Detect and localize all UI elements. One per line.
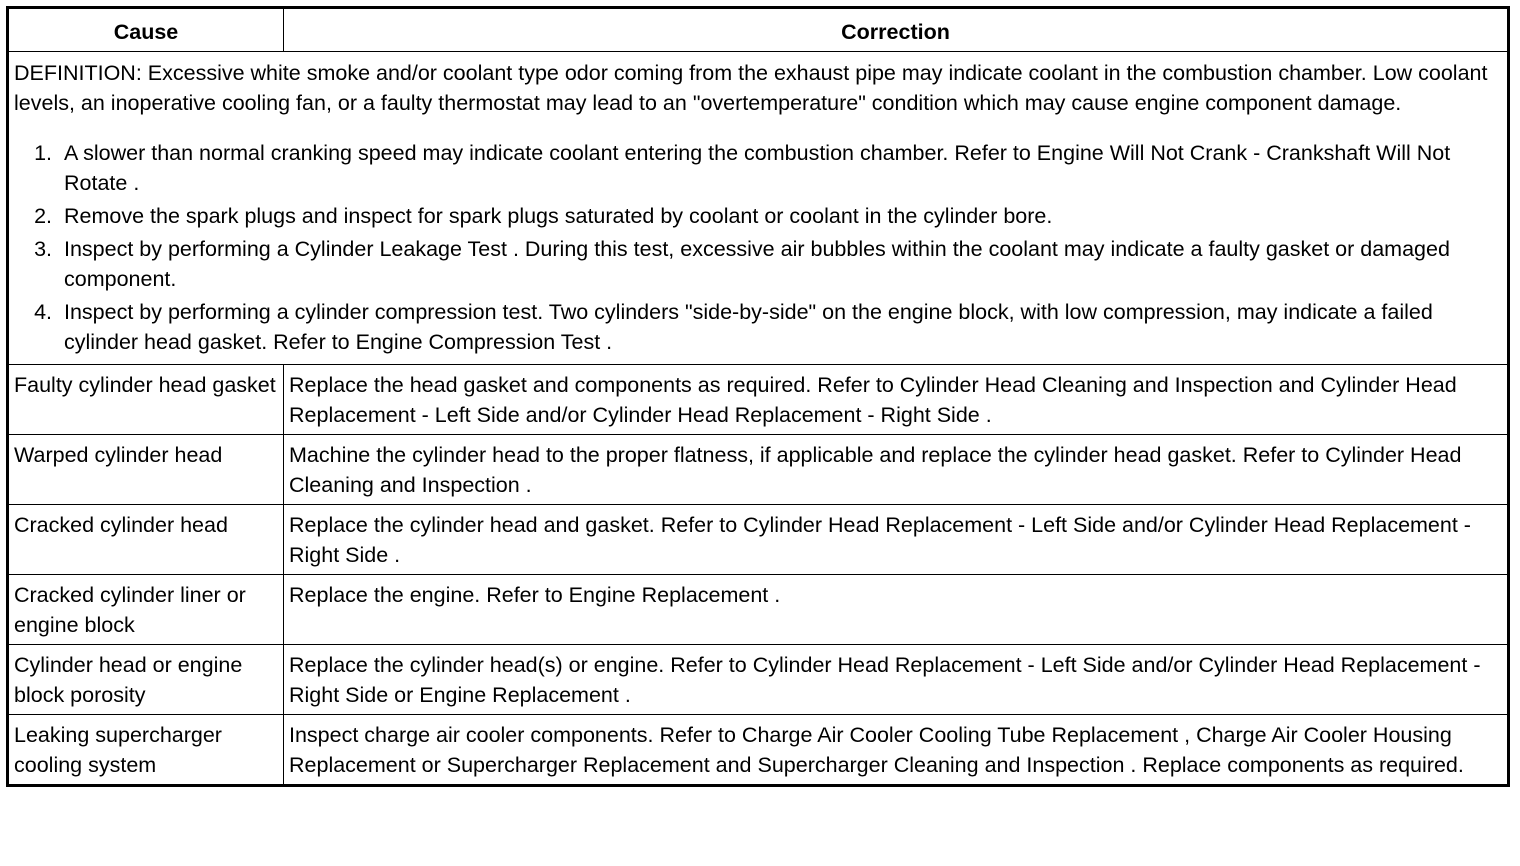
correction-cell: Replace the cylinder head(s) or engine. Refer to Cylinder Head Replacement - Left Side and/or Cylinder Head Replacement - Right Side or Engine Replacement . xyxy=(284,645,1509,715)
step-number: 1. xyxy=(34,141,52,165)
correction-cell: Machine the cylinder head to the proper flatness, if applicable and replace the cylinder head gasket. Refer to Cylinder Head Cleaning and Inspection . xyxy=(284,435,1509,505)
step-number: 4. xyxy=(34,300,52,324)
diagnostic-step xyxy=(14,201,1503,231)
correction-cell: Replace the cylinder head and gasket. Refer to Cylinder Head Replacement - Left Side and/or Cylinder Head Replacement - Right Side . xyxy=(284,505,1509,575)
cause-cell: Warped cylinder head xyxy=(8,435,284,505)
correction-cell: Inspect charge air cooler components. Refer to Charge Air Cooler Cooling Tube Replacement , Charge Air Cooler Housing Replacement or Supercharger Replacement and Supercharger Cleaning and Inspection . Replace components as required. xyxy=(284,715,1509,786)
step-text: Remove the spark plugs and inspect for spark plugs saturated by coolant or coolant in the cylinder bore. xyxy=(64,204,1053,228)
diagnostic-step xyxy=(14,297,1503,357)
correction-cell: Replace the engine. Refer to Engine Replacement . xyxy=(284,575,1509,645)
table-row xyxy=(8,645,1509,715)
correction-header: Correction xyxy=(284,8,1509,52)
diagnostic-step xyxy=(14,138,1503,198)
step-text: Inspect by performing a Cylinder Leakage Test . During this test, excessive air bubbles within the coolant may indicate a faulty gasket or damaged component. xyxy=(64,237,1450,291)
definition-text: DEFINITION: Excessive white smoke and/or coolant type odor coming from the exhaust pipe may indicate coolant in the combustion chamber. Low coolant levels, an inoperative cooling fan, or a faulty thermostat may lead to an "overtemperature" condition which may cause engine component damage. xyxy=(14,61,1488,115)
step-number: 3. xyxy=(34,237,52,261)
table-row xyxy=(8,505,1509,575)
definition-cell xyxy=(8,52,1509,365)
cause-cell: Cracked cylinder head xyxy=(8,505,284,575)
table-row xyxy=(8,575,1509,645)
cause-cell: Leaking supercharger cooling system xyxy=(8,715,284,786)
diagnostic-steps-list xyxy=(14,138,1503,357)
step-text: Inspect by performing a cylinder compression test. Two cylinders "side-by-side" on the engine block, with low compression, may indicate a failed cylinder head gasket. Refer to Engine Compression Test . xyxy=(64,300,1433,354)
cause-header: Cause xyxy=(8,8,284,52)
table-row xyxy=(8,715,1509,786)
table-row xyxy=(8,365,1509,435)
cause-cell: Faulty cylinder head gasket xyxy=(8,365,284,435)
table-row xyxy=(8,435,1509,505)
correction-cell: Replace the head gasket and components as required. Refer to Cylinder Head Cleaning and Inspection and Cylinder Head Replacement - Left Side and/or Cylinder Head Replacement - Right Side . xyxy=(284,365,1509,435)
header-row xyxy=(8,8,1509,52)
cause-cell: Cylinder head or engine block porosity xyxy=(8,645,284,715)
cause-cell: Cracked cylinder liner or engine block xyxy=(8,575,284,645)
diagnostic-step xyxy=(14,234,1503,294)
definition-row xyxy=(8,52,1509,365)
step-text: A slower than normal cranking speed may indicate coolant entering the combustion chamber. Refer to Engine Will Not Crank - Crankshaft Will Not Rotate . xyxy=(64,141,1451,195)
step-number: 2. xyxy=(34,204,52,228)
diagnostic-table xyxy=(6,6,1510,787)
diagnostic-table-container xyxy=(6,6,1507,787)
